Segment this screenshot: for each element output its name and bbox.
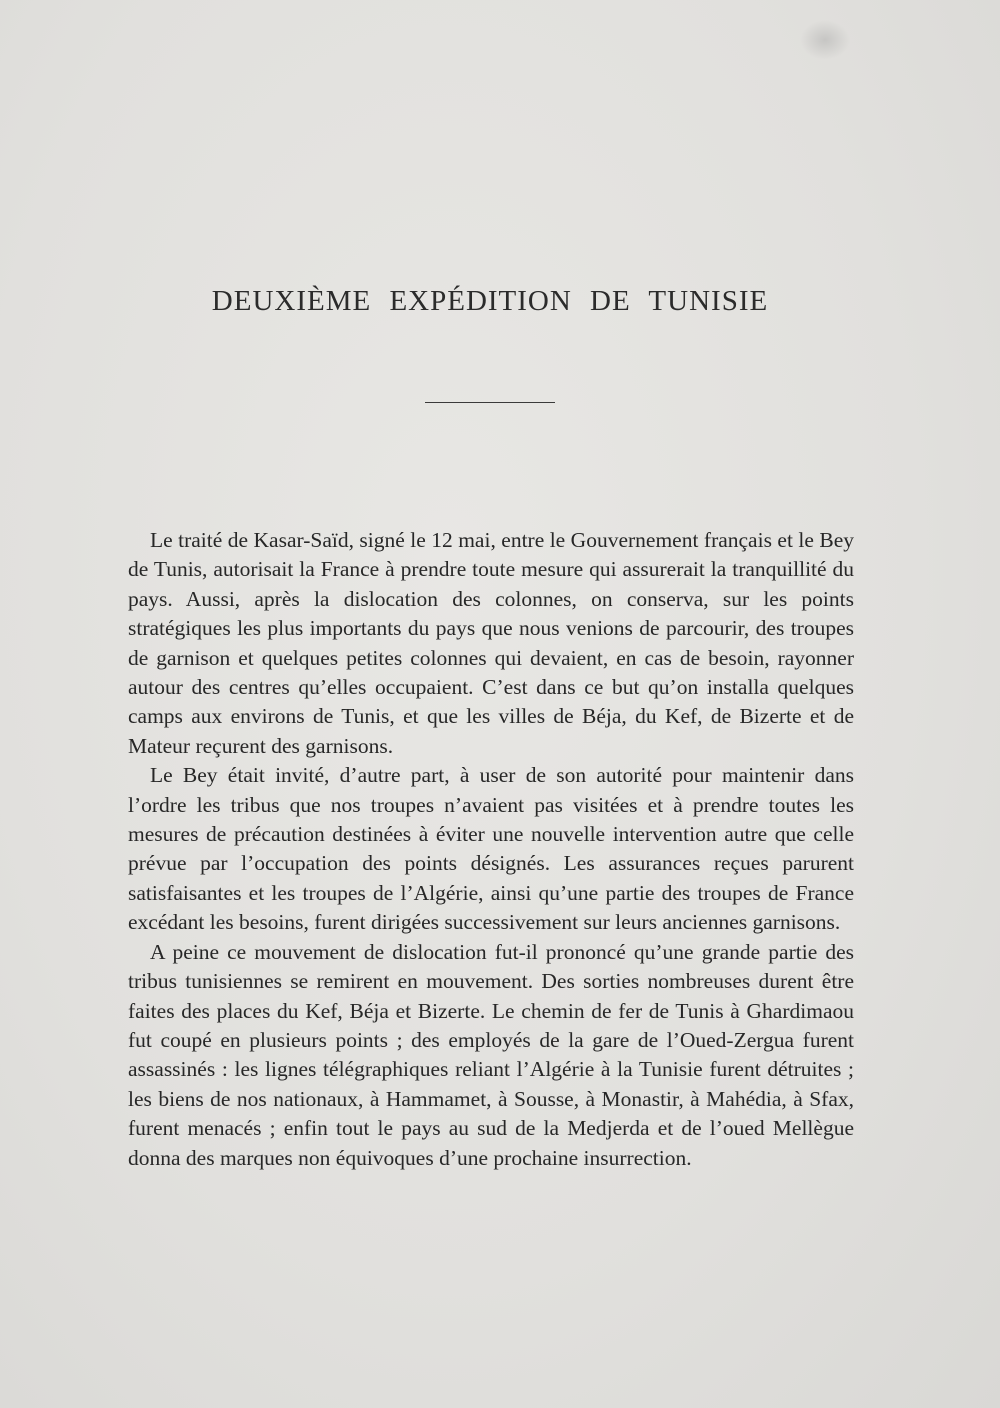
paragraph-1: Le traité de Kasar-Saïd, signé le 12 mai, entre le Gouvernement français et le Bey de Tunis, autorisait la France à prendre toute mesure qui assurerait la tranquillité du pays. Aussi, après la dislocation des colonnes, on conserva, sur les points stratégiques les plus importants du pays que nous venions de parcourir, des troupes de garnison et quelques petites colonnes qui devaient, en cas de besoin, rayonner autour des centres qu’elles occupaient. C’est dans ce but qu’on installa quelques camps aux environs de Tunis, et que les villes de Béja, du Kef, de Bizerte et de Mateur reçurent des garnisons. bbox=[128, 528, 854, 758]
title-divider bbox=[425, 402, 555, 403]
page-title: DEUXIÈME EXPÉDITION DE TUNISIE bbox=[211, 285, 769, 317]
body-text bbox=[128, 526, 854, 1173]
paragraph-2: Le Bey était invité, d’autre part, à user de son autorité pour maintenir dans l’ordre les tribus que nos troupes n’avaient pas visitées et à prendre toutes les mesures de précaution destinées à éviter une nouvelle intervention autre que celle prévue par l’occupation des points désignés. Les assurances reçues parurent satisfaisantes et les troupes de l’Algérie, ainsi qu’une partie des troupes de France excédant les besoins, furent dirigées successivement sur leurs anciennes garnisons. bbox=[128, 763, 854, 935]
paper-stain bbox=[800, 20, 850, 60]
paragraph-3: A peine ce mouvement de dislocation fut-il prononcé qu’une grande partie des tribus tunisiennes se remirent en mouvement. Des sorties nombreuses durent être faites des places du Kef, Béja et Bizerte. Le chemin de fer de Tunis à Ghardimaou fut coupé en plusieurs points ; des employés de la gare de l’Oued-Zergua furent assassinés : les lignes télégraphiques reliant l’Algérie à la Tunisie furent détruites ; les biens de nos nationaux, à Hammamet, à Sousse, à Monastir, à Mahédia, à Sfax, furent menacés ; enfin tout le pays au sud de la Medjerda et de l’oued Mellègue donna des marques non équivoques d’une prochaine insurrection. bbox=[128, 939, 854, 1170]
